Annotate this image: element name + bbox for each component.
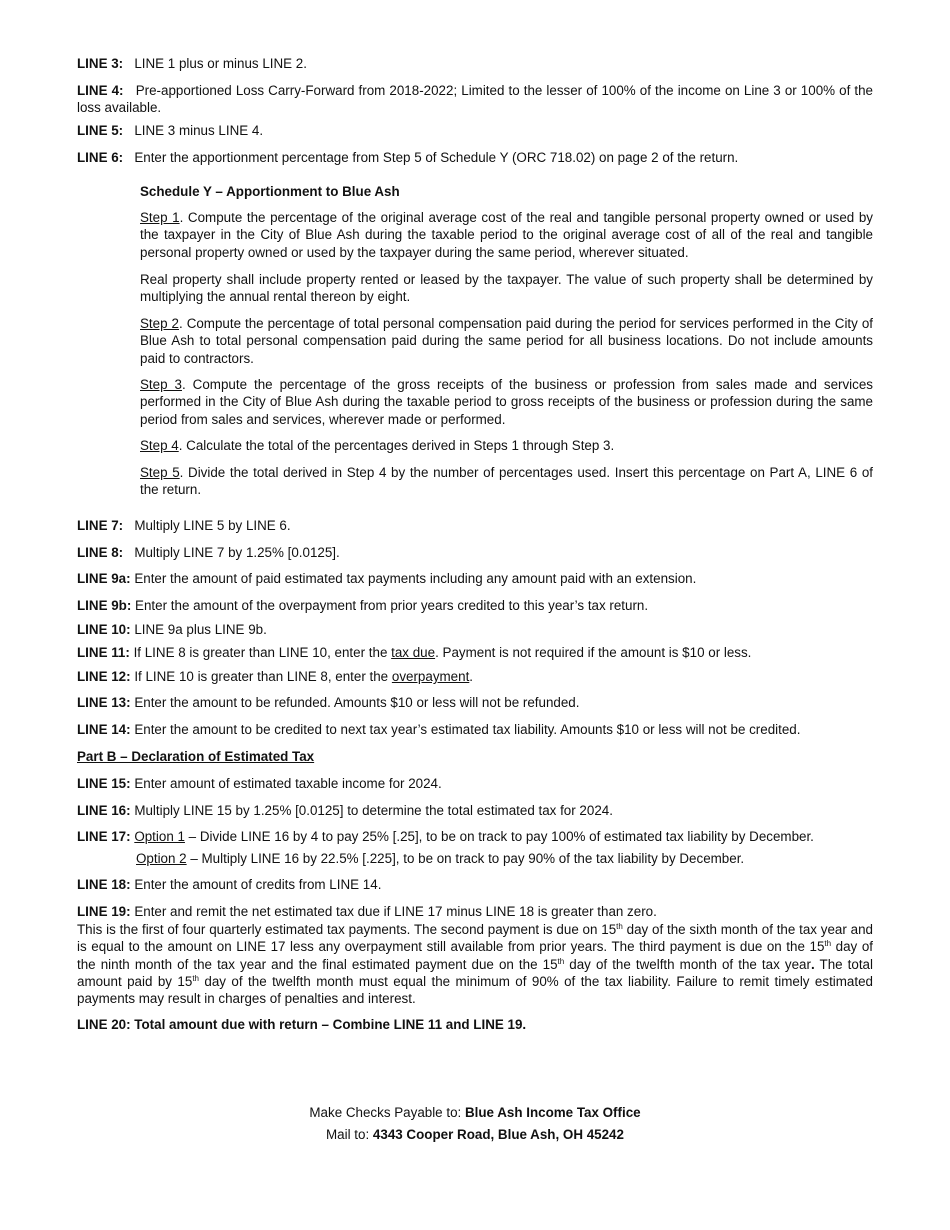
line-15: LINE 15: Enter amount of estimated taxable income for 2024. xyxy=(77,776,442,791)
line-9a: LINE 9a: Enter the amount of paid estimated tax payments including any amount paid with an extension. xyxy=(77,571,697,586)
line-19-details: This is the first of four quarterly estimated tax payments. The second payment is due on 15th day of the sixth month of the tax year and is equal to the amount on LINE 17 less any overpayment still available from prior years. The third payment is due on the 15th day of the ninth month of the tax year and the final estimated payment due on the 15th day of the twelfth month of the tax year. The total amount paid by 15th day of the twelfth month must equal the minimum of 90% of the tax liability. Failure to remit timely estimated payments may result in charges of penalties and interest. xyxy=(77,922,873,1007)
line-17-option-1: LINE 17: Option 1 – Divide LINE 16 by 4 to pay 25% [.25], to be on track to pay 100% of estimated tax liability by December. xyxy=(77,829,814,844)
line-7: LINE 7: Multiply LINE 5 by LINE 6. xyxy=(77,518,291,533)
schedule-y-title: Schedule Y – Apportionment to Blue Ash xyxy=(140,184,400,199)
part-b-heading: Part B – Declaration of Estimated Tax xyxy=(77,749,315,764)
line-3: LINE 3: LINE 1 plus or minus LINE 2. xyxy=(77,56,307,71)
line-20: LINE 20: Total amount due with return – Combine LINE 11 and LINE 19. xyxy=(77,1017,527,1032)
schedule-y-step-5: Step 5. Divide the total derived in Step 4 by the number of percentages used. Insert this percentage on Part A, LINE 6 of the return. xyxy=(140,465,874,498)
payable-to: Make Checks Payable to: Blue Ash Income Tax Office xyxy=(309,1105,641,1120)
line-13: LINE 13: Enter the amount to be refunded. Amounts $10 or less will not be refunded. xyxy=(77,695,580,710)
line-11: LINE 11: If LINE 8 is greater than LINE 10, enter the tax due. Payment is not required if the amount is $10 or less. xyxy=(77,645,752,660)
line-16: LINE 16: Multiply LINE 15 by 1.25% [0.0125] to determine the total estimated tax for 2024. xyxy=(77,803,613,818)
line-9b: LINE 9b: Enter the amount of the overpayment from prior years credited to this year’s tax return. xyxy=(77,598,649,613)
schedule-y-step-1: Step 1. Compute the percentage of the original average cost of the real and tangible personal property owned or used by the taxpayer in the City of Blue Ash during the taxable period to the original average cost of all of the real and tangible personal property owned or used by the taxpayer during the same period, wherever situated. xyxy=(140,210,873,260)
schedule-y-step-3: Step 3. Compute the percentage of the gross receipts of the business or profession from sales made and services performed in the City of Blue Ash during the taxable period to gross receipts of the business or profession during the same period from sales and services, wherever made or performed. xyxy=(140,377,873,427)
line-19: LINE 19: Enter and remit the net estimated tax due if LINE 17 minus LINE 18 is greater than zero. xyxy=(77,904,657,919)
mail-to: Mail to: 4343 Cooper Road, Blue Ash, OH 45242 xyxy=(326,1127,624,1142)
line-14: LINE 14: Enter the amount to be credited to next tax year’s estimated tax liability. Amounts $10 or less will not be credited. xyxy=(77,722,801,737)
line-18: LINE 18: Enter the amount of credits from LINE 14. xyxy=(77,877,382,892)
line-17-option-2: Option 2 – Multiply LINE 16 by 22.5% [.225], to be on track to pay 90% of the tax liability by December. xyxy=(136,851,745,866)
line-6: LINE 6: Enter the apportionment percentage from Step 5 of Schedule Y (ORC 718.02) on page 2 of the return. xyxy=(77,150,739,165)
line-4: LINE 4: Pre-apportioned Loss Carry-Forward from 2018-2022; Limited to the lesser of 100% of the income on Line 3 or 100% of the loss available. xyxy=(77,83,873,116)
schedule-y-real-property: Real property shall include property rented or leased by the taxpayer. The value of such property shall be determined by multiplying the annual rental thereon by eight. xyxy=(140,272,873,305)
schedule-y-step-2: Step 2. Compute the percentage of total personal compensation paid during the period for services performed in the City of Blue Ash to total personal compensation paid during the same period for all business locations. Do not include amounts paid to contractors. xyxy=(140,316,874,366)
schedule-y-step-4: Step 4. Calculate the total of the percentages derived in Steps 1 through Step 3. xyxy=(140,438,615,453)
line-8: LINE 8: Multiply LINE 7 by 1.25% [0.0125]. xyxy=(77,545,340,560)
line-10: LINE 10: LINE 9a plus LINE 9b. xyxy=(77,622,267,637)
line-12: LINE 12: If LINE 10 is greater than LINE 8, enter the overpayment. xyxy=(77,669,474,684)
line-5: LINE 5: LINE 3 minus LINE 4. xyxy=(77,123,264,138)
